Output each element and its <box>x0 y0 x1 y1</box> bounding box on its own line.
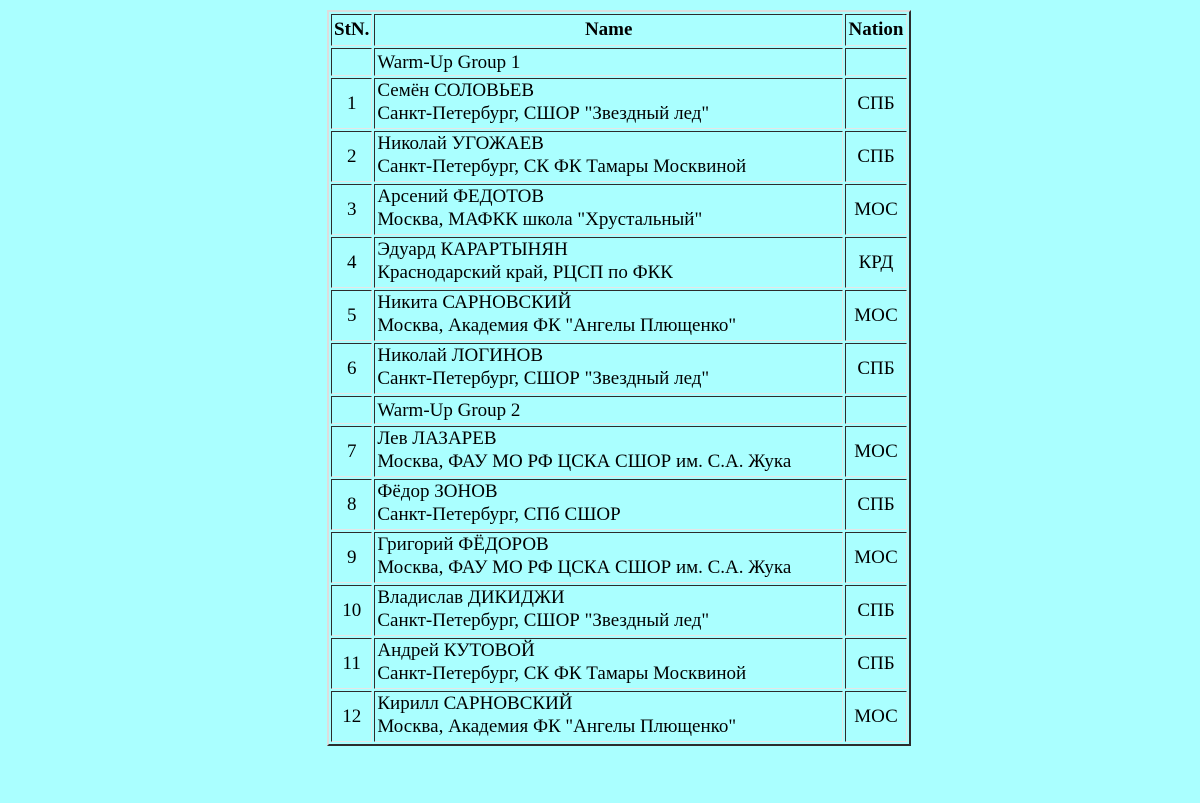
athlete-name: Лев ЛАЗАРЕВ <box>377 428 497 449</box>
empty-cell <box>331 396 372 424</box>
athlete-cell <box>374 184 843 235</box>
athlete-row <box>331 585 907 636</box>
athlete-name: Фёдор ЗОНОВ <box>377 481 498 502</box>
athlete-row <box>331 78 907 129</box>
empty-cell <box>331 48 372 76</box>
athlete-row <box>331 638 907 689</box>
start-number: 4 <box>331 237 372 288</box>
athlete-club: Москва, ФАУ МО РФ ЦСКА СШОР им. С.А. Жука <box>377 451 792 472</box>
athlete-row <box>331 479 907 530</box>
athlete-cell <box>374 343 843 394</box>
athlete-row <box>331 426 907 477</box>
athlete-club: Санкт-Петербург, СК ФК Тамары Москвиной <box>377 663 747 684</box>
athlete-club: Москва, Академия ФК "Ангелы Плющенко" <box>377 315 737 336</box>
header-row <box>331 14 907 46</box>
empty-cell <box>845 48 907 76</box>
nation-code: МОС <box>845 290 907 341</box>
athlete-cell <box>374 479 843 530</box>
start-number: 3 <box>331 184 372 235</box>
athlete-name: Семён СОЛОВЬЕВ <box>377 80 535 101</box>
athlete-cell <box>374 237 843 288</box>
start-number: 2 <box>331 131 372 182</box>
nation-code: СПБ <box>845 78 907 129</box>
empty-cell <box>845 396 907 424</box>
start-number: 9 <box>331 532 372 583</box>
nation-code: СПБ <box>845 479 907 530</box>
athlete-name: Николай ЛОГИНОВ <box>377 345 544 366</box>
athlete-club: Санкт-Петербург, СШОР "Звездный лед" <box>377 610 710 631</box>
warm-up-group-label: Warm-Up Group 1 <box>374 48 843 76</box>
athlete-cell <box>374 691 843 742</box>
athlete-club: Москва, МАФКК школа "Хрустальный" <box>377 209 703 230</box>
start-number: 7 <box>331 426 372 477</box>
athlete-row <box>331 691 907 742</box>
athlete-club: Москва, ФАУ МО РФ ЦСКА СШОР им. С.А. Жука <box>377 557 792 578</box>
start-number: 6 <box>331 343 372 394</box>
nation-code: СПБ <box>845 585 907 636</box>
athlete-name: Владислав ДИКИДЖИ <box>377 587 565 608</box>
athlete-cell <box>374 131 843 182</box>
nation-code: МОС <box>845 532 907 583</box>
stn-header: StN. <box>331 14 372 46</box>
start-number: 8 <box>331 479 372 530</box>
athlete-cell <box>374 638 843 689</box>
nation-header: Nation <box>845 14 907 46</box>
athlete-cell <box>374 78 843 129</box>
nation-code: МОС <box>845 426 907 477</box>
athlete-cell <box>374 532 843 583</box>
athlete-row <box>331 343 907 394</box>
warm-up-group-row <box>331 396 907 424</box>
warm-up-group-row <box>331 48 907 76</box>
athlete-cell <box>374 290 843 341</box>
athlete-club: Санкт-Петербург, СШОР "Звездный лед" <box>377 368 710 389</box>
athlete-name: Андрей КУТОВОЙ <box>377 640 535 661</box>
athlete-row <box>331 131 907 182</box>
athlete-club: Краснодарский край, РЦСП по ФКК <box>377 262 673 283</box>
nation-code: МОС <box>845 691 907 742</box>
athlete-club: Санкт-Петербург, СШОР "Звездный лед" <box>377 103 710 124</box>
start-number: 1 <box>331 78 372 129</box>
name-header: Name <box>374 14 843 46</box>
athlete-club: Санкт-Петербург, СК ФК Тамары Москвиной <box>377 156 747 177</box>
nation-code: СПБ <box>845 343 907 394</box>
athlete-club: Москва, Академия ФК "Ангелы Плющенко" <box>377 716 737 737</box>
start-list-table <box>327 10 911 746</box>
athlete-name: Эдуард КАРАРТЫНЯН <box>377 239 568 260</box>
athlete-name: Кирилл САРНОВСКИЙ <box>377 693 573 714</box>
start-number: 10 <box>331 585 372 636</box>
athlete-cell <box>374 585 843 636</box>
nation-code: МОС <box>845 184 907 235</box>
athlete-row <box>331 184 907 235</box>
athlete-name: Григорий ФЁДОРОВ <box>377 534 549 555</box>
athlete-club: Санкт-Петербург, СПб СШОР <box>377 504 621 525</box>
start-list-body <box>331 48 907 742</box>
warm-up-group-label: Warm-Up Group 2 <box>374 396 843 424</box>
athlete-name: Арсений ФЕДОТОВ <box>377 186 544 207</box>
athlete-name: Николай УГОЖАЕВ <box>377 133 544 154</box>
start-number: 12 <box>331 691 372 742</box>
start-number: 5 <box>331 290 372 341</box>
athlete-name: Никита САРНОВСКИЙ <box>377 292 572 313</box>
athlete-row <box>331 532 907 583</box>
nation-code: КРД <box>845 237 907 288</box>
athlete-cell <box>374 426 843 477</box>
start-number: 11 <box>331 638 372 689</box>
nation-code: СПБ <box>845 638 907 689</box>
athlete-row <box>331 237 907 288</box>
nation-code: СПБ <box>845 131 907 182</box>
athlete-row <box>331 290 907 341</box>
